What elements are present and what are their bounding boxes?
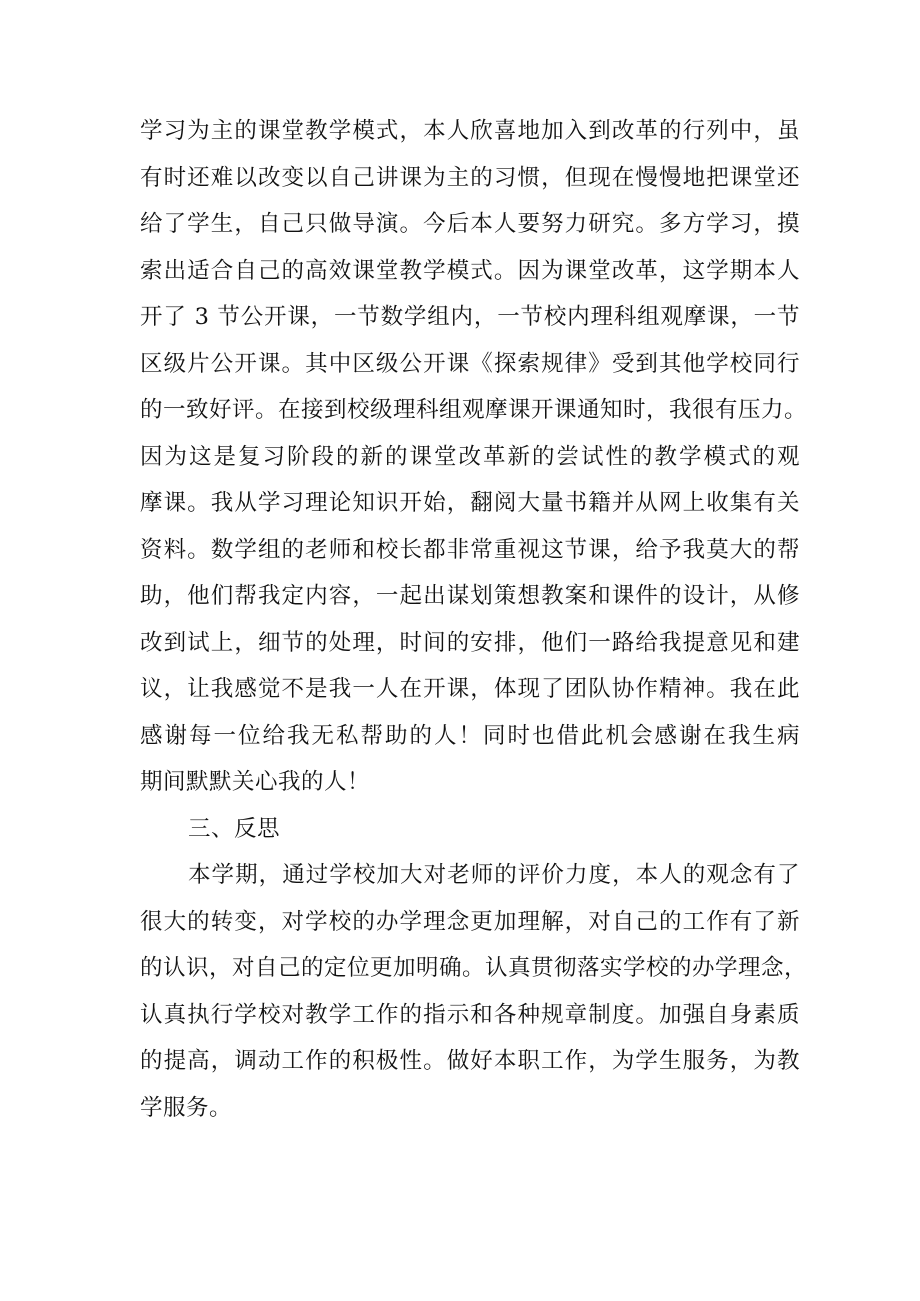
section-heading: 三、反思 xyxy=(188,815,281,842)
text-line: 认真执行学校对教学工作的指示和各种规章制度。加强自身素质 xyxy=(140,1001,800,1028)
text-line: 本学期，通过学校加大对老师的评价力度，本人的观念有了 xyxy=(188,862,800,888)
text-line: 给了学生，自己只做导演。今后本人要努力研究。多方学习，摸 xyxy=(140,211,800,237)
text-line: 很大的转变，对学校的办学理念更加理解，对自己的工作有了新 xyxy=(140,908,800,935)
text-line: 的提高，调动工作的积极性。做好本职工作，为学生服务，为教 xyxy=(140,1048,800,1074)
text-line: 感谢每一位给我无私帮助的人！同时也借此机会感谢在我生病 xyxy=(140,722,800,749)
text-line: 学习为主的课堂教学模式，本人欣喜地加入到改革的行列中，虽 xyxy=(140,118,800,144)
text-line: 开了 3 节公开课，一节数学组内，一节校内理科组观摩课，一节 xyxy=(140,304,800,330)
text-line: 索出适合自己的高效课堂教学模式。因为课堂改革，这学期本人 xyxy=(140,257,800,284)
text-line: 资料。数学组的老师和校长都非常重视这节课，给予我莫大的帮 xyxy=(140,536,800,563)
text-line: 助，他们帮我定内容，一起出谋划策想教案和课件的设计，从修 xyxy=(140,583,800,609)
text-line: 改到试上，细节的处理，时间的安排，他们一路给我提意见和建 xyxy=(140,629,800,656)
text-line: 有时还难以改变以自己讲课为主的习惯，但现在慢慢地把课堂还 xyxy=(140,164,800,191)
text-line: 摩课。我从学习理论知识开始，翻阅大量书籍并从网上收集有关 xyxy=(140,490,800,516)
text-line: 因为这是复习阶段的新的课堂改革新的尝试性的教学模式的观 xyxy=(140,443,800,470)
text-line: 的认识，对自己的定位更加明确。认真贯彻落实学校的办学理念， xyxy=(140,955,808,981)
text-line: 区级片公开课。其中区级公开课《探索规律》受到其他学校同行 xyxy=(140,350,800,377)
text-line: 议，让我感觉不是我一人在开课，体现了团队协作精神。我在此 xyxy=(140,676,800,702)
document-body xyxy=(140,108,808,1131)
paragraph-continuation xyxy=(140,108,808,806)
text-line: 期间默默关心我的人！ xyxy=(140,769,371,795)
paragraph-reflection xyxy=(140,852,808,1131)
text-line: 学服务。 xyxy=(140,1094,233,1121)
text-line: 的一致好评。在接到校级理科组观摩课开课通知时，我很有压力。 xyxy=(140,397,808,423)
